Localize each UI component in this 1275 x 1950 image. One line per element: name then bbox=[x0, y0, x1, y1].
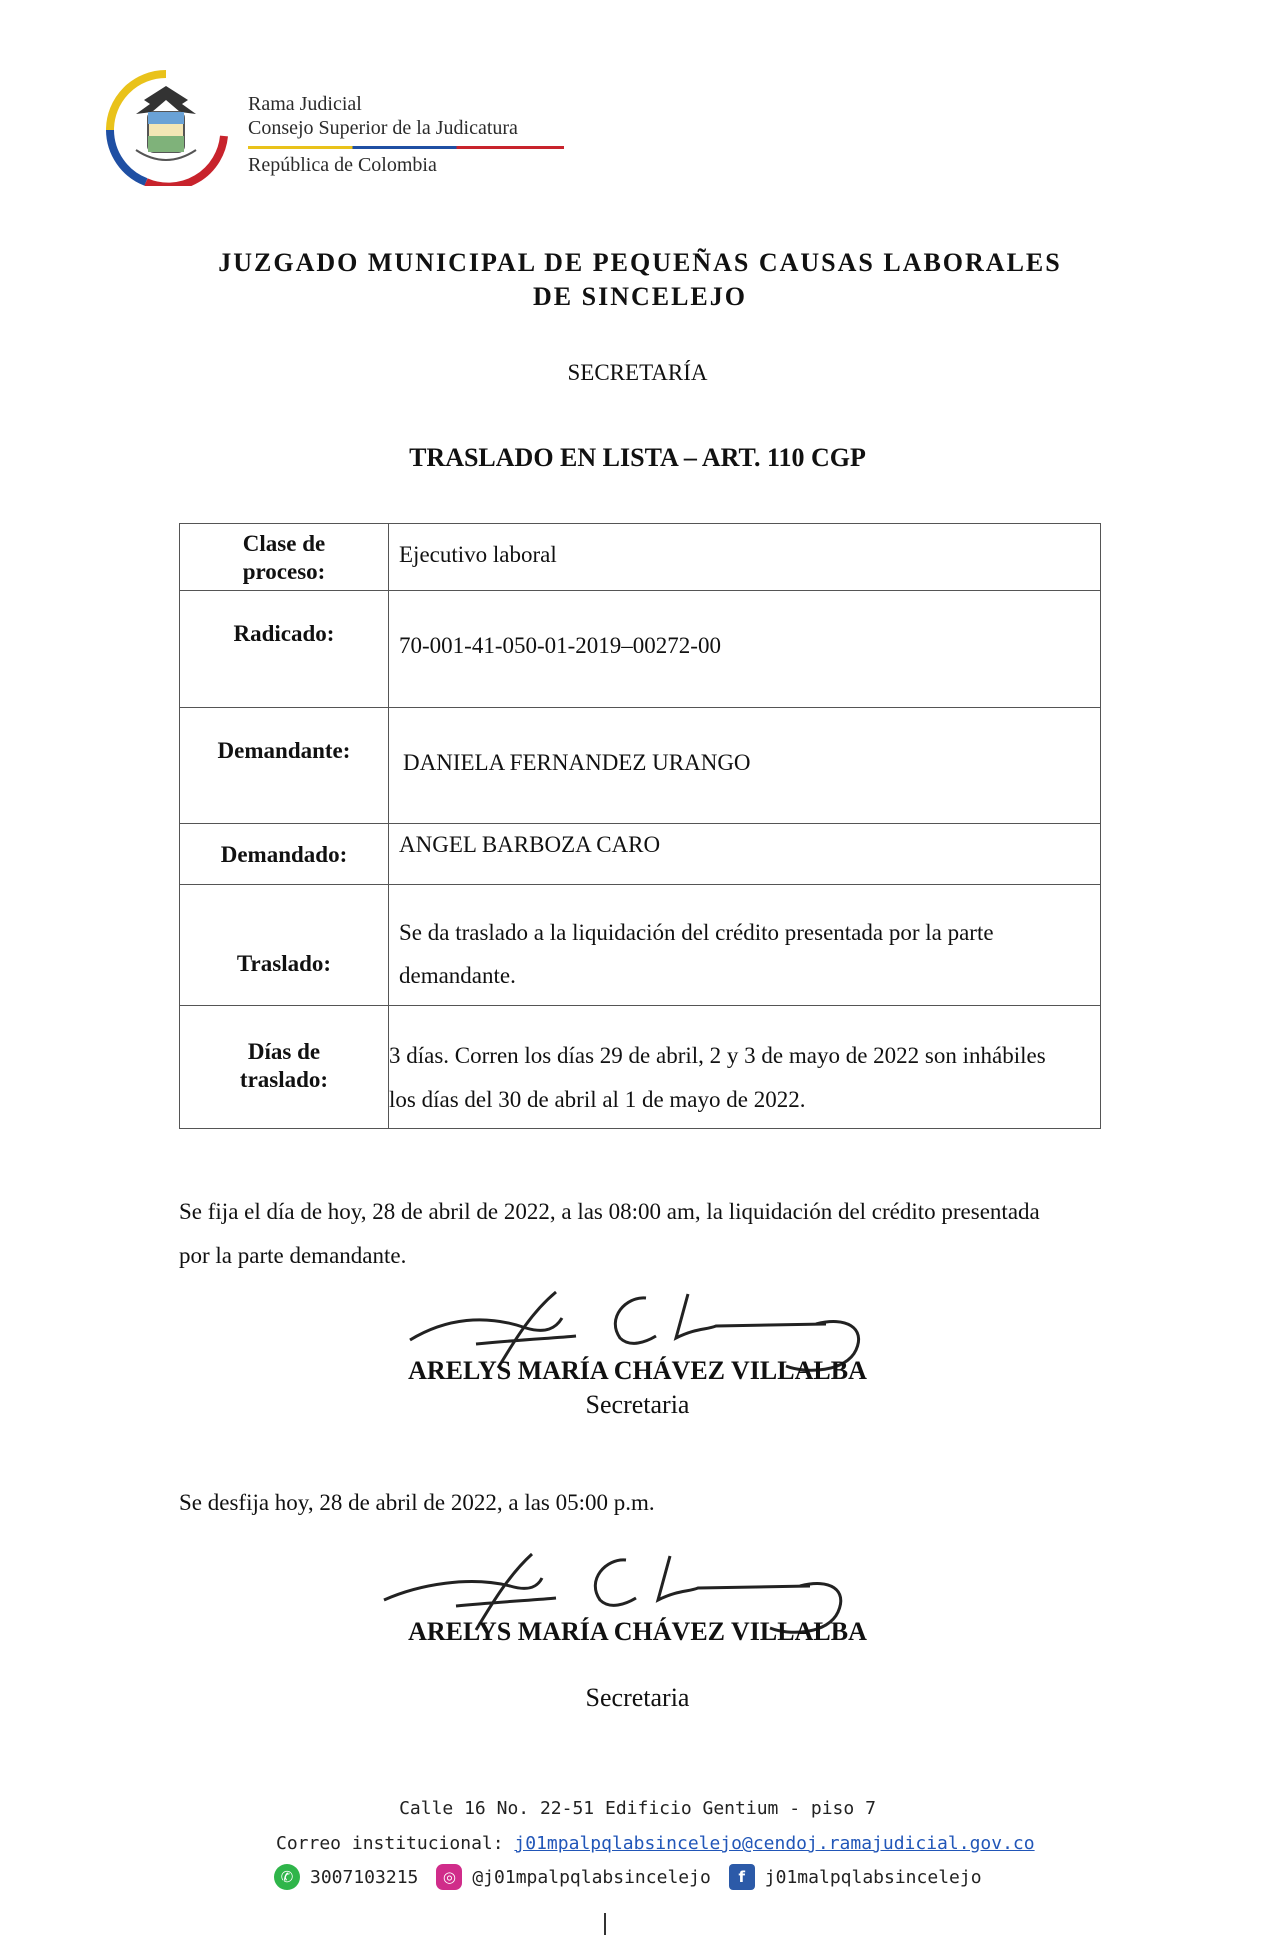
row-label: Radicado: bbox=[180, 591, 389, 708]
court-title-line-1: JUZGADO MUNICIPAL DE PEQUEÑAS CAUSAS LABORALES bbox=[218, 248, 1062, 277]
document-title: TRASLADO EN LISTA – ART. 110 CGP bbox=[409, 443, 866, 472]
paragraph-line: por la parte demandante. bbox=[179, 1243, 407, 1268]
table-row bbox=[180, 1006, 1101, 1129]
footer-email-row bbox=[276, 1833, 1035, 1854]
row-value: DANIELA FERNANDEZ URANGO bbox=[389, 708, 1101, 824]
court-title-line-2: DE SINCELEJO bbox=[533, 282, 747, 311]
office-heading: SECRETARÍA bbox=[567, 360, 708, 385]
posting-paragraph bbox=[179, 1190, 1109, 1278]
label-line: Días de bbox=[247, 1039, 321, 1064]
instagram-icon: ◎ bbox=[436, 1864, 462, 1890]
row-label: Demandado: bbox=[180, 824, 389, 885]
footer-social-row bbox=[274, 1864, 982, 1890]
colombia-coat-of-arms-icon bbox=[96, 66, 236, 186]
case-info-table bbox=[179, 523, 1101, 1129]
table-row bbox=[180, 591, 1101, 708]
whatsapp-icon: ✆ bbox=[274, 1864, 300, 1890]
table-row bbox=[180, 824, 1101, 885]
judicial-branch-logo-text bbox=[248, 92, 564, 177]
value-line: 3 días. Corren los días 29 de abril, 2 y 3 de mayo de 2022 son inhábiles bbox=[389, 1043, 1046, 1068]
row-value bbox=[389, 1006, 1101, 1129]
value-line: Se da traslado a la liquidación del crédito presentada por la parte bbox=[399, 920, 994, 945]
footer-address: Calle 16 No. 22-51 Edificio Gentium - piso 7 bbox=[399, 1798, 876, 1819]
email-label: Correo institucional: bbox=[276, 1833, 504, 1854]
removal-paragraph: Se desfija hoy, 28 de abril de 2022, a las 05:00 p.m. bbox=[179, 1490, 655, 1515]
signer-role: Secretaria bbox=[585, 1683, 690, 1712]
org-line-3: República de Colombia bbox=[248, 154, 437, 176]
label-line: traslado: bbox=[239, 1067, 329, 1092]
org-line-2: Consejo Superior de la Judicatura bbox=[248, 117, 518, 139]
row-value bbox=[389, 885, 1101, 1006]
row-label: Demandante: bbox=[180, 708, 389, 824]
label-line: Clase de bbox=[242, 531, 326, 556]
org-line-1: Rama Judicial bbox=[248, 93, 362, 115]
facebook-handle: j01malpqlabsincelejo bbox=[764, 1866, 982, 1888]
signer-name: ARELYS MARÍA CHÁVEZ VILLALBA bbox=[408, 1356, 867, 1385]
row-label bbox=[180, 524, 389, 591]
value-line: demandante. bbox=[399, 963, 516, 988]
label-line: proceso: bbox=[242, 559, 326, 584]
table-row bbox=[180, 524, 1101, 591]
row-label bbox=[180, 1006, 389, 1129]
phone-number: 3007103215 bbox=[310, 1866, 419, 1888]
facebook-icon: f bbox=[729, 1864, 755, 1890]
value-line: los días del 30 de abril al 1 de mayo de 2022. bbox=[389, 1087, 806, 1112]
table-row bbox=[180, 885, 1101, 1006]
paragraph-line: Se fija el día de hoy, 28 de abril de 2022, a las 08:00 am, la liquidación del crédito presentada bbox=[179, 1199, 1040, 1224]
row-value: 70-001-41-050-01-2019–00272-00 bbox=[389, 591, 1101, 708]
signer-name: ARELYS MARÍA CHÁVEZ VILLALBA bbox=[408, 1617, 867, 1646]
court-title bbox=[150, 246, 1130, 314]
row-label: Traslado: bbox=[180, 885, 389, 1006]
instagram-handle: @j01mpalpqlabsincelejo bbox=[472, 1866, 711, 1888]
flag-colored-rule bbox=[248, 146, 564, 149]
signer-role: Secretaria bbox=[585, 1390, 690, 1419]
text-cursor bbox=[604, 1913, 606, 1935]
row-value: Ejecutivo laboral bbox=[389, 524, 1101, 591]
table-row bbox=[180, 708, 1101, 824]
row-value: ANGEL BARBOZA CARO bbox=[389, 824, 1101, 885]
email-link[interactable]: j01mpalpqlabsincelejo@cendoj.ramajudicial.gov.co bbox=[514, 1833, 1035, 1854]
